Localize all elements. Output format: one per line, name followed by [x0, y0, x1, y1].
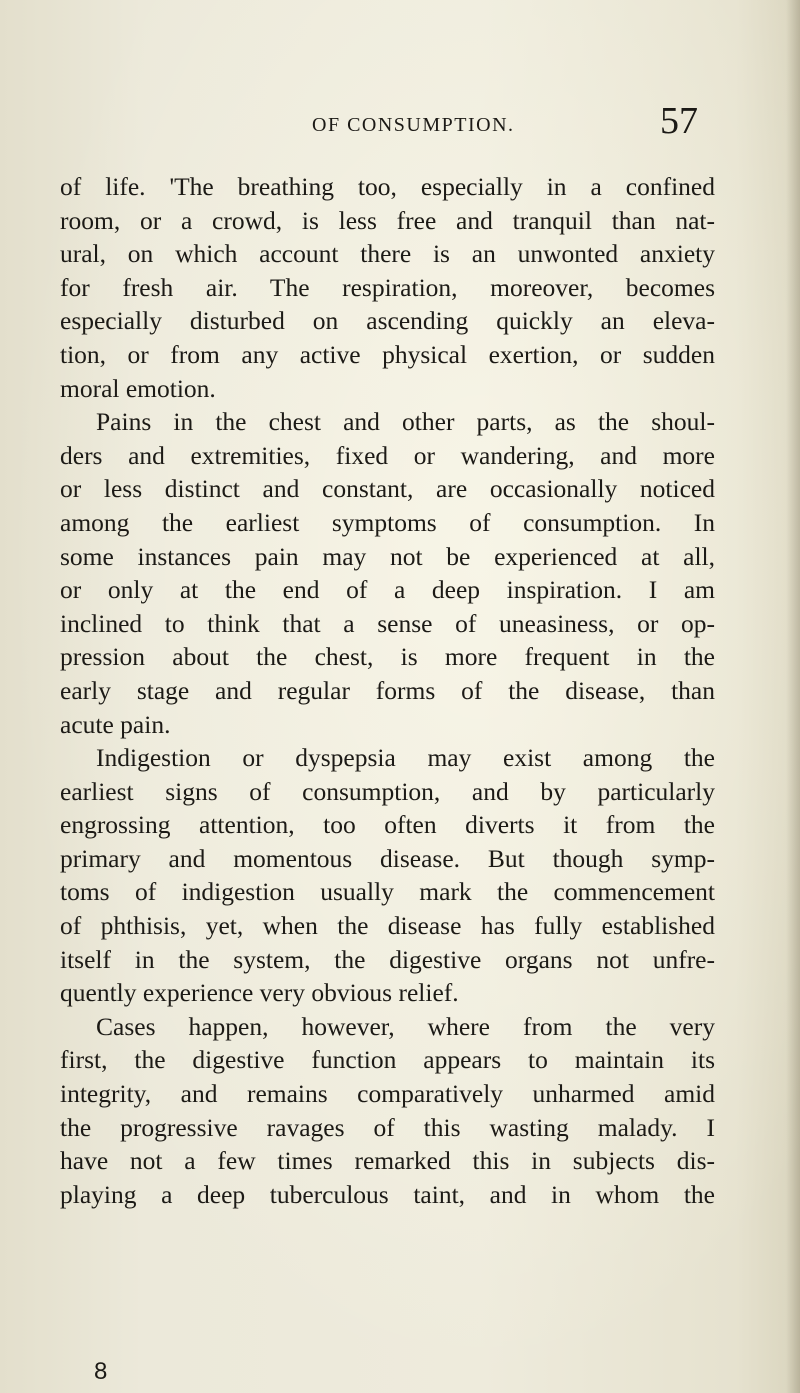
- running-title: OF CONSUMPTION.: [312, 114, 515, 136]
- text-line: or only at the end of a deep inspiration. I am: [60, 575, 715, 605]
- text-line: quently experience very obvious relief.: [60, 978, 459, 1008]
- text-line: inclined to think that a sense of uneasiness, or op-: [60, 608, 715, 638]
- text-line: for fresh air. The respiration, moreover, becomes: [60, 272, 715, 302]
- text-line: some instances pain may not be experienced at all,: [60, 541, 715, 571]
- text-line: Cases happen, however, where from the very: [96, 1011, 715, 1041]
- text-line: of phthisis, yet, when the disease has fully established: [60, 911, 715, 941]
- text-line: engrossing attention, too often diverts it from the: [60, 810, 715, 840]
- text-line: acute pain.: [60, 709, 171, 739]
- body-text: [60, 170, 715, 1211]
- text-line: ural, on which account there is an unwonted anxiety: [60, 239, 715, 269]
- text-line: itself in the system, the digestive organs not unfre-: [60, 944, 715, 974]
- text-line: first, the digestive function appears to maintain its: [60, 1045, 715, 1075]
- text-line: playing a deep tuberculous taint, and in whom the: [60, 1179, 715, 1209]
- page-edge-shadow: [786, 0, 800, 1393]
- text-line: earliest signs of consumption, and by particularly: [60, 776, 715, 806]
- text-line: early stage and regular forms of the disease, than: [60, 675, 715, 705]
- text-line: of life. 'The breathing too, especially in a confined: [60, 172, 715, 201]
- text-line: have not a few times remarked this in subjects dis-: [60, 1146, 715, 1176]
- text-line: room, or a crowd, is less free and tranquil than nat-: [60, 205, 715, 235]
- page-number: 57: [660, 100, 698, 142]
- text-line: toms of indigestion usually mark the commencement: [60, 877, 715, 907]
- text-line: integrity, and remains comparatively unharmed amid: [60, 1079, 715, 1109]
- signature-mark: 8: [94, 1358, 108, 1385]
- text-line: ders and extremities, fixed or wandering, and more: [60, 440, 715, 470]
- text-line: Pains in the chest and other parts, as the shoul-: [96, 407, 715, 437]
- text-line: the progressive ravages of this wasting malady. I: [60, 1112, 715, 1142]
- text-line: moral emotion.: [60, 373, 216, 403]
- running-head: [312, 114, 515, 137]
- text-line: tion, or from any active physical exertion, or sudden: [60, 339, 715, 369]
- text-line: especially disturbed on ascending quickly an eleva-: [60, 306, 715, 336]
- text-line: primary and momentous disease. But though symp-: [60, 843, 715, 873]
- text-line: or less distinct and constant, are occasionally noticed: [60, 474, 715, 504]
- text-line: Indigestion or dyspepsia may exist among the: [96, 743, 715, 773]
- text-line: among the earliest symptoms of consumption. In: [60, 507, 715, 537]
- text-line: pression about the chest, is more frequent in the: [60, 642, 715, 672]
